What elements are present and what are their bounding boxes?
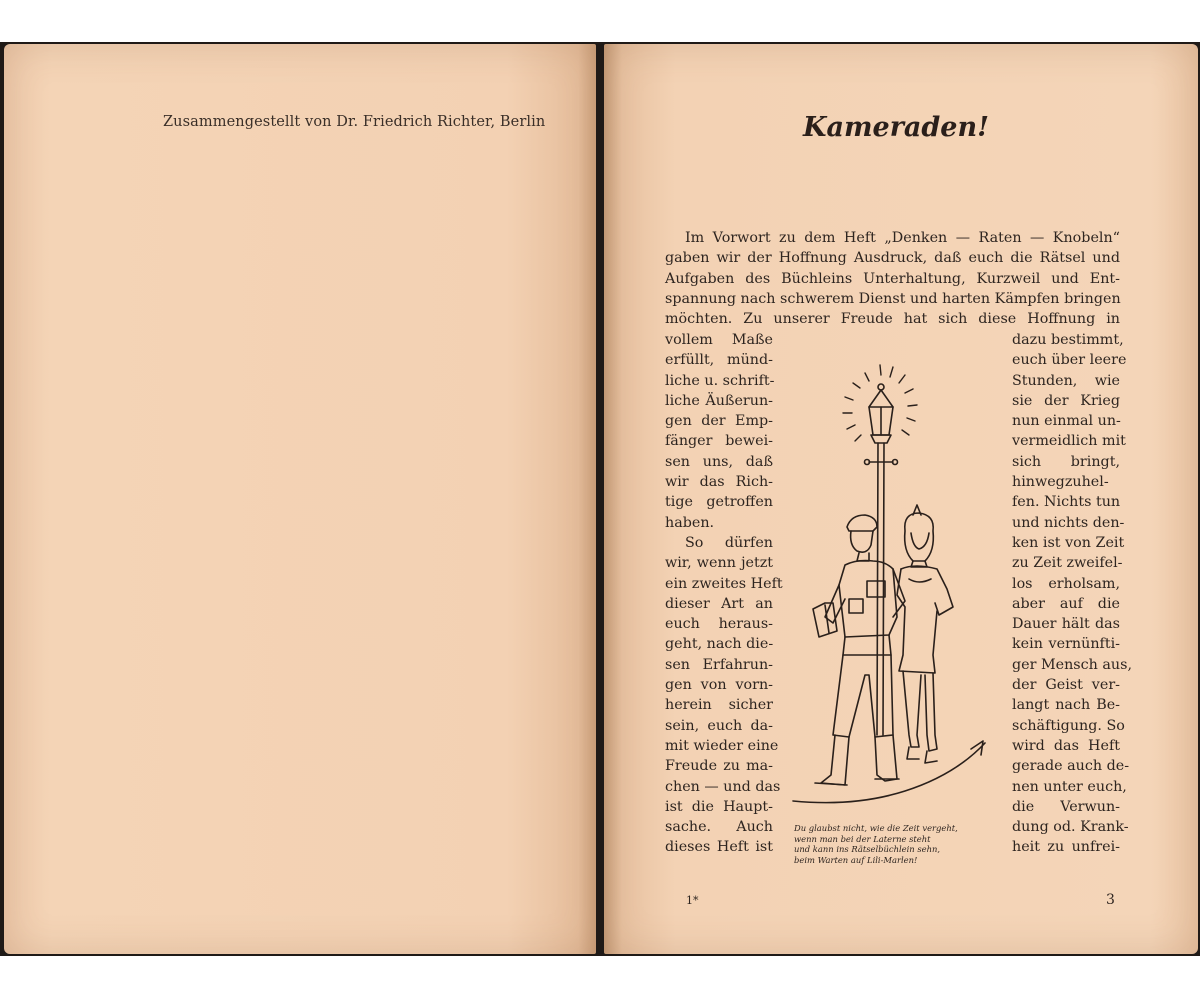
column-line: ist die Haupt- <box>665 798 773 815</box>
column-line: nen unter euch, <box>1012 778 1127 795</box>
intro-line: spannung nach schwerem Dienst und harten Kämpfen bringen <box>665 290 1121 307</box>
column-line: wir das Rich- <box>665 474 773 491</box>
column-line: los erholsam, <box>1012 575 1120 592</box>
page-title: Kameraden! <box>803 112 989 143</box>
column-line: dieser Art an <box>665 595 773 612</box>
column-line: euch über leere <box>1012 352 1127 369</box>
column-line: sen Erfahrun- <box>665 656 773 673</box>
column-line: dazu bestimmt, <box>1012 332 1124 348</box>
ground-line <box>793 741 985 803</box>
column-line: wird das Heft <box>1012 737 1120 754</box>
caption-line: Du glaubst nicht, wie die Zeit vergeht, <box>794 823 958 833</box>
column-line: haben. <box>665 514 715 531</box>
column-line: nun einmal un- <box>1012 413 1121 430</box>
column-line: liche Äußerun- <box>665 392 773 409</box>
column-line: gen der Emp- <box>665 413 773 430</box>
column-line: So dürfen <box>685 534 773 551</box>
column-line: zu Zeit zweifel- <box>1012 555 1123 572</box>
caption-line: und kann ins Rätselbüchlein sehn, <box>794 844 941 854</box>
column-line: sen uns, daß <box>665 453 773 470</box>
column-line: liche u. schrift- <box>665 372 775 389</box>
column-line: tige getroffen <box>665 494 773 511</box>
intro-line: Aufgaben des Büchleins Unterhaltung, Kurzweil und Ent- <box>665 270 1120 287</box>
intro-line: Im Vorwort zu dem Heft „Denken — Raten — Knobeln“ <box>685 230 1120 246</box>
column-line: ken ist von Zeit <box>1012 534 1125 551</box>
column-line: Stunden, wie <box>1012 372 1120 389</box>
column-line: euch heraus- <box>665 616 773 633</box>
text-column-left <box>665 330 783 858</box>
column-line: hinwegzuhel- <box>1012 474 1109 491</box>
column-line: schäftigung. So <box>1012 717 1125 734</box>
illustration-caption <box>794 823 994 865</box>
column-line: dieses Heft ist <box>665 839 773 856</box>
column-line: gen von vorn- <box>665 677 773 694</box>
column-line: Dauer hält das <box>1012 616 1120 633</box>
column-line: ein zweites Heft <box>665 575 783 592</box>
column-line: sache. Auch <box>665 819 773 836</box>
caption-line: wenn man bei der Laterne steht <box>794 833 931 844</box>
intro-line: möchten. Zu unserer Freude hat sich diese Hoffnung in <box>665 311 1120 328</box>
column-line: langt nach Be- <box>1012 697 1120 714</box>
left-page <box>4 44 596 954</box>
lamp-rays <box>843 365 917 441</box>
column-line: der Geist ver- <box>1012 677 1120 694</box>
column-line: die Verwun- <box>1012 798 1120 815</box>
lamppost-couple-illustration <box>785 355 1000 825</box>
column-line: mit wieder eine <box>665 737 779 754</box>
column-line: fänger bewei- <box>665 433 773 450</box>
column-line: geht, nach die- <box>665 636 774 653</box>
column-line: vermeidlich mit <box>1012 433 1126 450</box>
column-line: sein, euch da- <box>665 717 773 734</box>
soldier-figure <box>813 515 905 785</box>
intro-line: gaben wir der Hoffnung Ausdruck, daß euch die Rätsel und <box>665 250 1120 267</box>
column-line: und nichts den- <box>1012 514 1125 531</box>
column-line: fen. Nichts tun <box>1012 494 1121 511</box>
column-line: Freude zu ma- <box>665 758 773 775</box>
lantern <box>869 384 893 443</box>
signature-mark: 1* <box>686 894 699 907</box>
woman-figure <box>897 505 953 763</box>
column-line: ger Mensch aus, <box>1012 656 1133 673</box>
page-number: 3 <box>1106 892 1115 908</box>
column-line: chen — und das <box>665 778 781 795</box>
column-line: sie der Krieg <box>1012 392 1120 409</box>
column-line: heit zu unfrei- <box>1012 839 1120 856</box>
intro-paragraph <box>665 228 1120 329</box>
column-line: vollem Maße <box>665 332 773 348</box>
column-line: dung od. Krank- <box>1012 819 1129 836</box>
column-line: erfüllt, münd- <box>665 352 773 369</box>
column-line: aber auf die <box>1012 595 1120 612</box>
column-line: wir, wenn jetzt <box>665 555 773 572</box>
column-line: kein vernünfti- <box>1012 636 1120 653</box>
text-column-right <box>1012 330 1133 858</box>
column-line: gerade auch de- <box>1012 758 1130 775</box>
credit-line: Zusammengestellt von Dr. Friedrich Richter, Berlin <box>163 114 546 130</box>
column-line: herein sicher <box>665 697 773 714</box>
caption-line: beim Warten auf Lili-Marlen! <box>794 854 918 865</box>
column-line: sich bringt, <box>1012 453 1120 470</box>
